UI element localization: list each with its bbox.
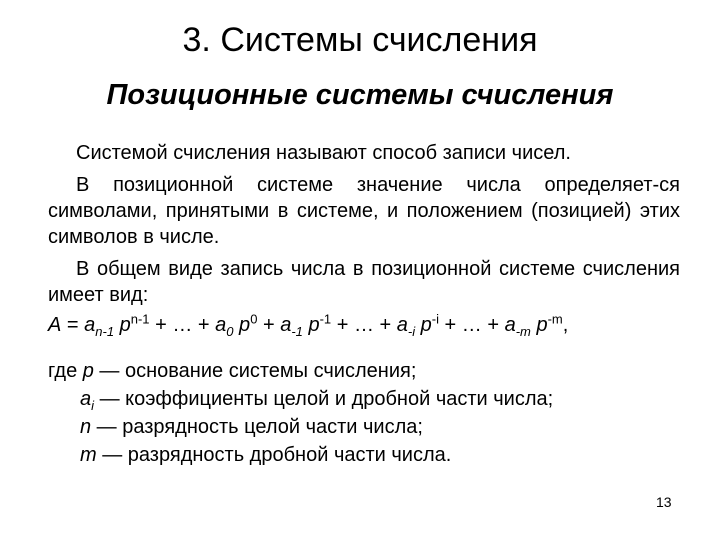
definition-symbol: m (80, 444, 97, 466)
paragraph-definition: Системой счисления называют способ записи чисел. (76, 142, 571, 164)
formula-term-sub: -m (515, 324, 531, 339)
page-number: 13 (656, 494, 672, 510)
definition-text: — основание системы счисления; (93, 360, 417, 382)
paragraph-general-form: В общем виде запись числа в позиционной системе счисления имеет вид: (48, 258, 680, 306)
number-formula (48, 311, 688, 339)
definition-text: — разрядность целой части числа; (91, 416, 423, 438)
formula-term-sup: n-1 (130, 311, 150, 327)
formula-term-p: p (530, 314, 548, 336)
formula-term-base: a (280, 314, 292, 336)
definition-item (48, 357, 688, 385)
formula-term-sub: -i (407, 324, 416, 339)
definition-item (48, 385, 688, 413)
definition-symbol: p (82, 360, 94, 382)
definitions-list (48, 357, 688, 469)
formula-term-p: p (415, 314, 432, 336)
formula-term-sub: 0 (226, 324, 234, 339)
formula-term-p: p (233, 314, 251, 336)
formula-term-sup: 0 (250, 311, 258, 327)
definition-item (48, 413, 688, 441)
formula-plus: + … + (439, 314, 505, 336)
definition-item (48, 441, 688, 469)
formula-term-p: p (302, 314, 320, 336)
formula-eq: = (61, 314, 85, 336)
formula-term-base: a (396, 314, 408, 336)
formula-plus: + … + (149, 314, 216, 336)
definition-symbol-sub: i (91, 398, 95, 413)
slide-subtitle: Позиционные системы счисления (106, 79, 614, 111)
formula-end: , (562, 314, 569, 336)
formula-term-p: p (114, 314, 131, 336)
definitions-intro: где (48, 360, 83, 382)
formula-plus: + (257, 314, 281, 336)
paragraph-positional: В позиционной системе значение числа определяет-ся символами, принятыми в системе, и положением (позицией) этих символов в числе. (48, 174, 680, 248)
formula-term-base: a (504, 314, 516, 336)
definition-text: — коэффициенты целой и дробной части числа; (94, 388, 554, 410)
formula-term-base: a (84, 314, 96, 336)
definition-symbol: a (80, 388, 92, 410)
formula-term-sub: -1 (291, 324, 303, 339)
formula-term-sup: -1 (319, 311, 332, 327)
formula-term-sub: n-1 (95, 324, 115, 339)
slide-title: 3. Системы счисления (182, 21, 538, 59)
formula-term-base: a (215, 314, 227, 336)
formula-lhs: A (48, 314, 62, 336)
formula-term-sup: -i (431, 311, 439, 327)
definition-symbol: n (80, 416, 92, 438)
definition-text: — разрядность дробной части числа. (96, 444, 452, 466)
formula-plus: + … + (331, 314, 397, 336)
formula-term-sup: -m (547, 311, 563, 327)
